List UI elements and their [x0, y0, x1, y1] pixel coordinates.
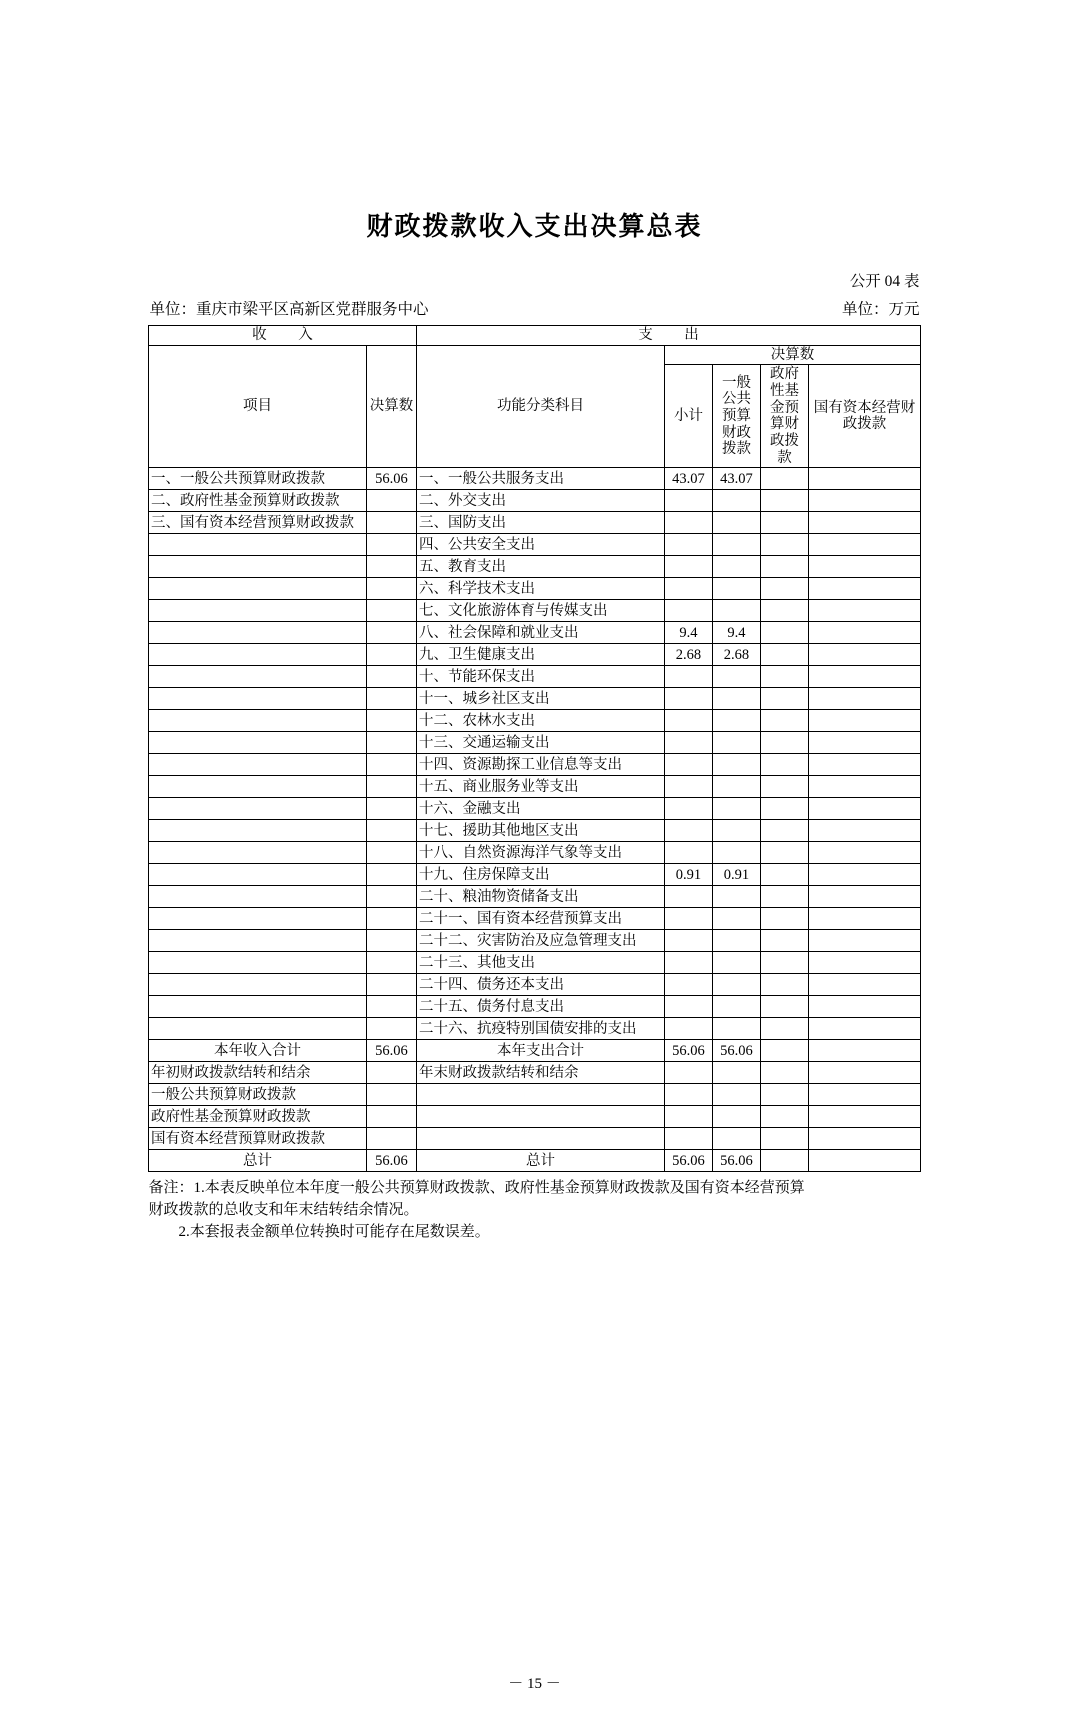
income-item-label — [148, 622, 366, 644]
expense-government-fund — [760, 490, 808, 512]
expense-state-capital — [808, 622, 920, 644]
table-summary-row — [148, 1106, 920, 1128]
summary-income-label: 政府性基金预算财政拨款 — [148, 1106, 366, 1128]
income-item-label — [148, 556, 366, 578]
summary-government-fund — [760, 1062, 808, 1084]
income-item-amount — [366, 864, 416, 886]
income-item-label — [148, 886, 366, 908]
table-row — [148, 842, 920, 864]
expense-government-fund — [760, 578, 808, 600]
expense-general-public: 43.07 — [712, 468, 760, 490]
expense-subtotal — [664, 512, 712, 534]
income-item-amount — [366, 512, 416, 534]
expense-item-label: 二十六、抗疫特别国债安排的支出 — [416, 1018, 664, 1040]
summary-state-capital — [808, 1040, 920, 1062]
income-item-label — [148, 930, 366, 952]
col-subtotal: 小计 — [664, 365, 712, 468]
table-summary-row — [148, 1150, 920, 1172]
income-item-label: 二、政府性基金预算财政拨款 — [148, 490, 366, 512]
expense-state-capital — [808, 732, 920, 754]
summary-government-fund — [760, 1106, 808, 1128]
table-row — [148, 600, 920, 622]
summary-income-label: 本年收入合计 — [148, 1040, 366, 1062]
expense-item-label: 十、节能环保支出 — [416, 666, 664, 688]
col-income-amount: 决算数 — [366, 345, 416, 468]
table-row — [148, 688, 920, 710]
income-item-label — [148, 798, 366, 820]
expense-general-public — [712, 776, 760, 798]
expense-general-public — [712, 820, 760, 842]
expense-state-capital — [808, 534, 920, 556]
income-item-label — [148, 710, 366, 732]
expense-state-capital — [808, 974, 920, 996]
table-row — [148, 776, 920, 798]
unit-name: 单位：重庆市梁平区高新区党群服务中心 — [149, 301, 429, 318]
expense-subtotal — [664, 754, 712, 776]
expense-government-fund — [760, 842, 808, 864]
expense-item-label: 四、公共安全支出 — [416, 534, 664, 556]
expense-general-public — [712, 1018, 760, 1040]
expense-state-capital — [808, 996, 920, 1018]
expense-subtotal — [664, 952, 712, 974]
income-item-amount — [366, 688, 416, 710]
expense-general-public — [712, 908, 760, 930]
expense-state-capital — [808, 776, 920, 798]
expense-government-fund — [760, 952, 808, 974]
expense-general-public — [712, 952, 760, 974]
expense-item-label: 十三、交通运输支出 — [416, 732, 664, 754]
summary-general-public — [712, 1062, 760, 1084]
expense-item-label: 十九、住房保障支出 — [416, 864, 664, 886]
col-income-item: 项目 — [148, 345, 366, 468]
expense-state-capital — [808, 710, 920, 732]
summary-income-amount — [366, 1062, 416, 1084]
expense-state-capital — [808, 600, 920, 622]
table-row — [148, 864, 920, 886]
expense-item-label: 二、外交支出 — [416, 490, 664, 512]
table-summary-row — [148, 1128, 920, 1150]
summary-state-capital — [808, 1150, 920, 1172]
unit-measure: 单位：万元 — [841, 301, 920, 318]
table-row — [148, 820, 920, 842]
summary-income-amount: 56.06 — [366, 1150, 416, 1172]
expense-subtotal — [664, 776, 712, 798]
page-title: 财政拨款收入支出决算总表 — [366, 211, 703, 241]
table-row — [148, 996, 920, 1018]
expense-item-label: 二十三、其他支出 — [416, 952, 664, 974]
expense-subtotal — [664, 600, 712, 622]
table-summary-row — [148, 1062, 920, 1084]
table-summary-row — [148, 1084, 920, 1106]
table-header-row-2 — [148, 345, 920, 365]
expense-subtotal — [664, 1018, 712, 1040]
income-item-amount — [366, 842, 416, 864]
expense-state-capital — [808, 644, 920, 666]
expense-item-label: 一、一般公共服务支出 — [416, 468, 664, 490]
summary-income-amount — [366, 1106, 416, 1128]
income-item-amount — [366, 556, 416, 578]
expense-general-public — [712, 666, 760, 688]
income-item-amount — [366, 490, 416, 512]
note-line-2: 财政拨款的总收支和年末结转结余情况。 — [148, 1202, 419, 1219]
summary-government-fund — [760, 1128, 808, 1150]
expense-item-label: 七、文化旅游体育与传媒支出 — [416, 600, 664, 622]
income-item-amount — [366, 644, 416, 666]
income-item-amount — [366, 974, 416, 996]
expense-subtotal — [664, 842, 712, 864]
expense-state-capital — [808, 820, 920, 842]
expense-state-capital — [808, 512, 920, 534]
income-item-amount: 56.06 — [366, 468, 416, 490]
table-body — [148, 468, 920, 1040]
income-item-label — [148, 754, 366, 776]
expense-general-public — [712, 732, 760, 754]
expense-general-public — [712, 754, 760, 776]
income-item-amount — [366, 996, 416, 1018]
table-row — [148, 468, 920, 490]
summary-income-label: 一般公共预算财政拨款 — [148, 1084, 366, 1106]
income-item-label — [148, 644, 366, 666]
expense-item-label: 十八、自然资源海洋气象等支出 — [416, 842, 664, 864]
expense-government-fund — [760, 908, 808, 930]
expense-item-label: 五、教育支出 — [416, 556, 664, 578]
page-number: － 15 － — [508, 1676, 561, 1692]
expense-item-label: 六、科学技术支出 — [416, 578, 664, 600]
expense-subtotal — [664, 710, 712, 732]
expense-state-capital — [808, 952, 920, 974]
income-item-label — [148, 864, 366, 886]
expense-general-public — [712, 798, 760, 820]
expense-government-fund — [760, 600, 808, 622]
expense-government-fund — [760, 798, 808, 820]
expense-general-public — [712, 930, 760, 952]
table-row — [148, 556, 920, 578]
col-final-account-group: 决算数 — [664, 345, 920, 365]
table-row — [148, 886, 920, 908]
expense-state-capital — [808, 578, 920, 600]
expense-subtotal — [664, 578, 712, 600]
expense-item-label: 十七、援助其他地区支出 — [416, 820, 664, 842]
summary-subtotal — [664, 1106, 712, 1128]
expense-subtotal: 9.4 — [664, 622, 712, 644]
expense-item-label: 八、社会保障和就业支出 — [416, 622, 664, 644]
income-item-amount — [366, 886, 416, 908]
expense-government-fund — [760, 688, 808, 710]
expense-general-public: 9.4 — [712, 622, 760, 644]
summary-government-fund — [760, 1084, 808, 1106]
summary-state-capital — [808, 1084, 920, 1106]
table-row — [148, 908, 920, 930]
expense-item-label: 十六、金融支出 — [416, 798, 664, 820]
expense-government-fund — [760, 996, 808, 1018]
expense-subtotal — [664, 820, 712, 842]
expense-general-public — [712, 886, 760, 908]
income-item-amount — [366, 666, 416, 688]
expense-general-public — [712, 710, 760, 732]
income-item-amount — [366, 710, 416, 732]
expense-state-capital — [808, 864, 920, 886]
table-row — [148, 534, 920, 556]
financial-table — [148, 325, 921, 1172]
income-item-amount — [366, 930, 416, 952]
expense-subtotal: 43.07 — [664, 468, 712, 490]
summary-income-label: 年初财政拨款结转和结余 — [148, 1062, 366, 1084]
table-row — [148, 798, 920, 820]
expense-subtotal — [664, 490, 712, 512]
expense-subtotal — [664, 798, 712, 820]
expense-state-capital — [808, 754, 920, 776]
expense-state-capital — [808, 1018, 920, 1040]
expense-subtotal — [664, 930, 712, 952]
expense-government-fund — [760, 732, 808, 754]
form-number-row — [150, 269, 920, 295]
expense-state-capital — [808, 666, 920, 688]
income-item-amount — [366, 578, 416, 600]
col-expense-item: 功能分类科目 — [416, 345, 664, 468]
notes-block — [149, 1178, 921, 1243]
income-item-amount — [366, 798, 416, 820]
expense-general-public: 2.68 — [712, 644, 760, 666]
summary-state-capital — [808, 1128, 920, 1150]
income-item-label — [148, 688, 366, 710]
income-item-amount — [366, 622, 416, 644]
expense-general-public — [712, 578, 760, 600]
table-row — [148, 622, 920, 644]
summary-government-fund — [760, 1040, 808, 1062]
income-item-label — [148, 842, 366, 864]
summary-state-capital — [808, 1062, 920, 1084]
expense-subtotal — [664, 908, 712, 930]
expense-item-label: 十五、商业服务业等支出 — [416, 776, 664, 798]
expense-subtotal: 0.91 — [664, 864, 712, 886]
expense-general-public — [712, 688, 760, 710]
summary-subtotal — [664, 1084, 712, 1106]
income-item-amount — [366, 754, 416, 776]
expense-government-fund — [760, 886, 808, 908]
income-item-label: 三、国有资本经营预算财政拨款 — [148, 512, 366, 534]
expense-subtotal — [664, 886, 712, 908]
expense-item-label: 二十二、灾害防治及应急管理支出 — [416, 930, 664, 952]
summary-expense-label: 总计 — [416, 1150, 664, 1172]
table-row — [148, 930, 920, 952]
summary-expense-label: 年末财政拨款结转和结余 — [416, 1062, 664, 1084]
summary-general-public — [712, 1084, 760, 1106]
income-item-label — [148, 908, 366, 930]
expense-subtotal — [664, 996, 712, 1018]
expense-state-capital — [808, 468, 920, 490]
summary-general-public — [712, 1106, 760, 1128]
summary-government-fund — [760, 1150, 808, 1172]
summary-income-amount — [366, 1128, 416, 1150]
summary-expense-label — [416, 1084, 664, 1106]
summary-subtotal: 56.06 — [664, 1150, 712, 1172]
col-state-capital: 国有资本经营财政拨款 — [808, 365, 920, 468]
expense-subtotal — [664, 556, 712, 578]
income-section-header: 收 入 — [148, 326, 416, 346]
expense-government-fund — [760, 556, 808, 578]
expense-item-label: 九、卫生健康支出 — [416, 644, 664, 666]
table-row — [148, 490, 920, 512]
expense-government-fund — [760, 820, 808, 842]
summary-income-amount — [366, 1084, 416, 1106]
income-item-amount — [366, 820, 416, 842]
note-line-3: 2.本套报表金额单位转换时可能存在尾数误差。 — [178, 1223, 490, 1240]
expense-government-fund — [760, 666, 808, 688]
income-item-label: 一、一般公共预算财政拨款 — [148, 468, 366, 490]
col-general-public: 一般公共预算财政拨款 — [712, 365, 760, 468]
form-number: 公开 04 表 — [849, 273, 920, 290]
income-item-label — [148, 974, 366, 996]
expense-government-fund — [760, 974, 808, 996]
table-row — [148, 732, 920, 754]
summary-general-public: 56.06 — [712, 1150, 760, 1172]
summary-income-label: 国有资本经营预算财政拨款 — [148, 1128, 366, 1150]
income-item-label — [148, 666, 366, 688]
expense-state-capital — [808, 886, 920, 908]
income-item-amount — [366, 776, 416, 798]
expense-state-capital — [808, 556, 920, 578]
expense-government-fund — [760, 930, 808, 952]
table-summary-row — [148, 1040, 920, 1062]
note-line-1: 备注：1.本表反映单位本年度一般公共预算财政拨款、政府性基金预算财政拨款及国有资本经营预算 — [148, 1180, 805, 1197]
expense-general-public — [712, 600, 760, 622]
expense-government-fund — [760, 754, 808, 776]
table-row — [148, 666, 920, 688]
income-item-label — [148, 996, 366, 1018]
income-item-label — [148, 600, 366, 622]
expense-state-capital — [808, 908, 920, 930]
expense-item-label: 二十一、国有资本经营预算支出 — [416, 908, 664, 930]
expense-item-label: 二十四、债务还本支出 — [416, 974, 664, 996]
expense-item-label: 三、国防支出 — [416, 512, 664, 534]
income-item-amount — [366, 600, 416, 622]
unit-row — [150, 297, 920, 321]
expense-item-label: 二十、粮油物资储备支出 — [416, 886, 664, 908]
income-item-amount — [366, 732, 416, 754]
table-row — [148, 1018, 920, 1040]
summary-subtotal — [664, 1128, 712, 1150]
expense-subtotal — [664, 534, 712, 556]
expense-state-capital — [808, 798, 920, 820]
expense-government-fund — [760, 512, 808, 534]
expense-item-label: 十一、城乡社区支出 — [416, 688, 664, 710]
summary-general-public — [712, 1128, 760, 1150]
expense-item-label: 十二、农林水支出 — [416, 710, 664, 732]
summary-general-public: 56.06 — [712, 1040, 760, 1062]
expense-general-public: 0.91 — [712, 864, 760, 886]
summary-income-amount: 56.06 — [366, 1040, 416, 1062]
table-row — [148, 578, 920, 600]
col-government-fund: 政府性基金预算财政拨款 — [760, 365, 808, 468]
expense-state-capital — [808, 688, 920, 710]
expense-general-public — [712, 974, 760, 996]
expense-subtotal: 2.68 — [664, 644, 712, 666]
expense-government-fund — [760, 776, 808, 798]
table-row — [148, 974, 920, 996]
income-item-label — [148, 732, 366, 754]
expense-government-fund — [760, 864, 808, 886]
expense-subtotal — [664, 666, 712, 688]
table-header-row-1 — [148, 326, 920, 346]
expense-general-public — [712, 512, 760, 534]
summary-state-capital — [808, 1106, 920, 1128]
document-page — [0, 206, 1069, 1721]
summary-expense-label: 本年支出合计 — [416, 1040, 664, 1062]
summary-expense-label — [416, 1106, 664, 1128]
expense-subtotal — [664, 974, 712, 996]
table-row — [148, 512, 920, 534]
income-item-label — [148, 952, 366, 974]
summary-expense-label — [416, 1128, 664, 1150]
income-item-amount — [366, 952, 416, 974]
expense-section-header: 支 出 — [416, 326, 920, 346]
income-item-label — [148, 578, 366, 600]
expense-general-public — [712, 534, 760, 556]
expense-state-capital — [808, 930, 920, 952]
table-row — [148, 644, 920, 666]
summary-income-label: 总计 — [148, 1150, 366, 1172]
income-item-amount — [366, 534, 416, 556]
expense-item-label: 十四、资源勘探工业信息等支出 — [416, 754, 664, 776]
summary-subtotal — [664, 1062, 712, 1084]
expense-government-fund — [760, 1018, 808, 1040]
income-item-amount — [366, 1018, 416, 1040]
table-row — [148, 754, 920, 776]
expense-government-fund — [760, 710, 808, 732]
expense-government-fund — [760, 534, 808, 556]
expense-government-fund — [760, 622, 808, 644]
summary-subtotal: 56.06 — [664, 1040, 712, 1062]
expense-subtotal — [664, 688, 712, 710]
expense-government-fund — [760, 468, 808, 490]
income-item-label — [148, 534, 366, 556]
expense-government-fund — [760, 644, 808, 666]
income-item-label — [148, 820, 366, 842]
expense-general-public — [712, 996, 760, 1018]
expense-state-capital — [808, 490, 920, 512]
income-item-label — [148, 1018, 366, 1040]
expense-general-public — [712, 842, 760, 864]
table-row — [148, 710, 920, 732]
expense-item-label: 二十五、债务付息支出 — [416, 996, 664, 1018]
table-row — [148, 952, 920, 974]
expense-subtotal — [664, 732, 712, 754]
expense-general-public — [712, 556, 760, 578]
table-summary — [148, 1040, 920, 1172]
income-item-label — [148, 776, 366, 798]
income-item-amount — [366, 908, 416, 930]
expense-general-public — [712, 490, 760, 512]
expense-state-capital — [808, 842, 920, 864]
